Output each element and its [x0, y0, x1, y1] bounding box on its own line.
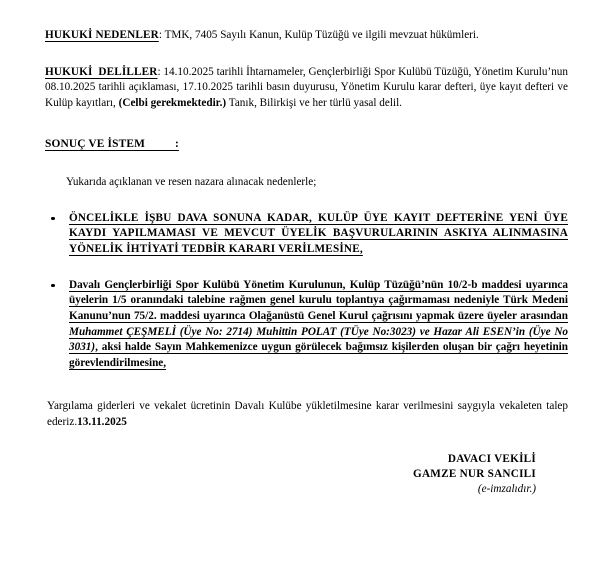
legal-evidence-summon-note: (Celbi gerekmektedir.) [118, 96, 227, 109]
legal-evidence-label: HUKUKİ DELİLLER [45, 65, 158, 78]
legal-evidence-separator: : [157, 65, 161, 78]
signature-role: DAVACI VEKİLİ [447, 453, 536, 466]
closing-date: 13.11.2025 [77, 415, 127, 428]
demand-general-assembly-part-2: , aksi halde Sayın Mahkemenizce uygun görülecek bağımsız kişilerden oluşan bir çağrı heyetinin görevlendirilmesine, [69, 341, 568, 370]
signature-name: GAMZE NUR SANCILI [413, 467, 536, 480]
conclusion-label: SONUÇ VE İSTEM : [45, 138, 179, 151]
section-conclusion-heading [45, 137, 568, 153]
legal-evidence-body-part-1: 14.10.2025 tarihli İhtarnameler, Gençlerbirliği Spor Kulübü Tüzüğü, Yönetim Kurulu’nun 08.10.2025 tarihli açıklaması, 17.10.2025 tarihli basın duyurusu, Yönetim Kurulu karar defteri, üye kayıt defteri ve Kulüp kayıtları, [45, 65, 568, 109]
conclusion-intro-line: Yukarıda açıklanan ve resen nazara alınacak nedenlerle; [66, 175, 317, 188]
section-legal-grounds [45, 28, 568, 44]
list-item [45, 211, 568, 258]
signature-block [45, 452, 568, 496]
section-legal-evidence [45, 65, 568, 112]
demands-list [45, 211, 568, 372]
demand-general-assembly-part-1: Davalı Gençlerbirliği Spor Kulübü Yönetim Kurulunun, Kulüp Tüzüğü’nün 10/2-b maddesi uyarınca üyelerin 1/5 oranındaki talebine rağmen genel kurulu toplantıya çağırmaması nedeniyle Türk Medeni Kanunu’nun 75/2. maddesi uyarınca Olağanüstü Genel Kurul çağrısını yapmak üzere üyeler arasından [69, 278, 568, 323]
demand-general-assembly-member-names: Muhammet ÇEŞMELİ (Üye No: 2714) Muhittin POLAT (TÜye No:3023) ve Hazar Ali ESEN’in (Üye No 3031) [69, 325, 568, 354]
list-item [45, 278, 568, 372]
legal-grounds-body: TMK, 7405 Sayılı Kanun, Kulüp Tüzüğü ve ilgili mevzuat hükümleri. [164, 29, 479, 41]
closing-paragraph [45, 399, 568, 431]
closing-text: Yargılama giderleri ve vekalet ücretinin Davalı Kulübe yükletilmesine karar verilmesini saygıyla vekaleten talep ederiz. [47, 399, 568, 428]
legal-grounds-separator: : [158, 29, 162, 41]
legal-grounds-label: HUKUKİ NEDENLER [45, 29, 159, 41]
demand-injunction-text: ÖNCELİKLE İŞBU DAVA SONUNA KADAR, KULÜP ÜYE KAYIT DEFTERİNE YENİ ÜYE KAYDI YAPILMAMASI VE MEVCUT ÜYELİK BAŞVURULARININ ASKIYA ALINMASINA YÖNELİK İHTİYATİ TEDBİR KARARI VERİLMESİNE, [69, 211, 568, 255]
signature-esignature-note: (e-imzalıdır.) [477, 482, 536, 495]
legal-evidence-body-part-2: Tanık, Bilirkişi ve her türlü yasal delil. [228, 96, 402, 109]
